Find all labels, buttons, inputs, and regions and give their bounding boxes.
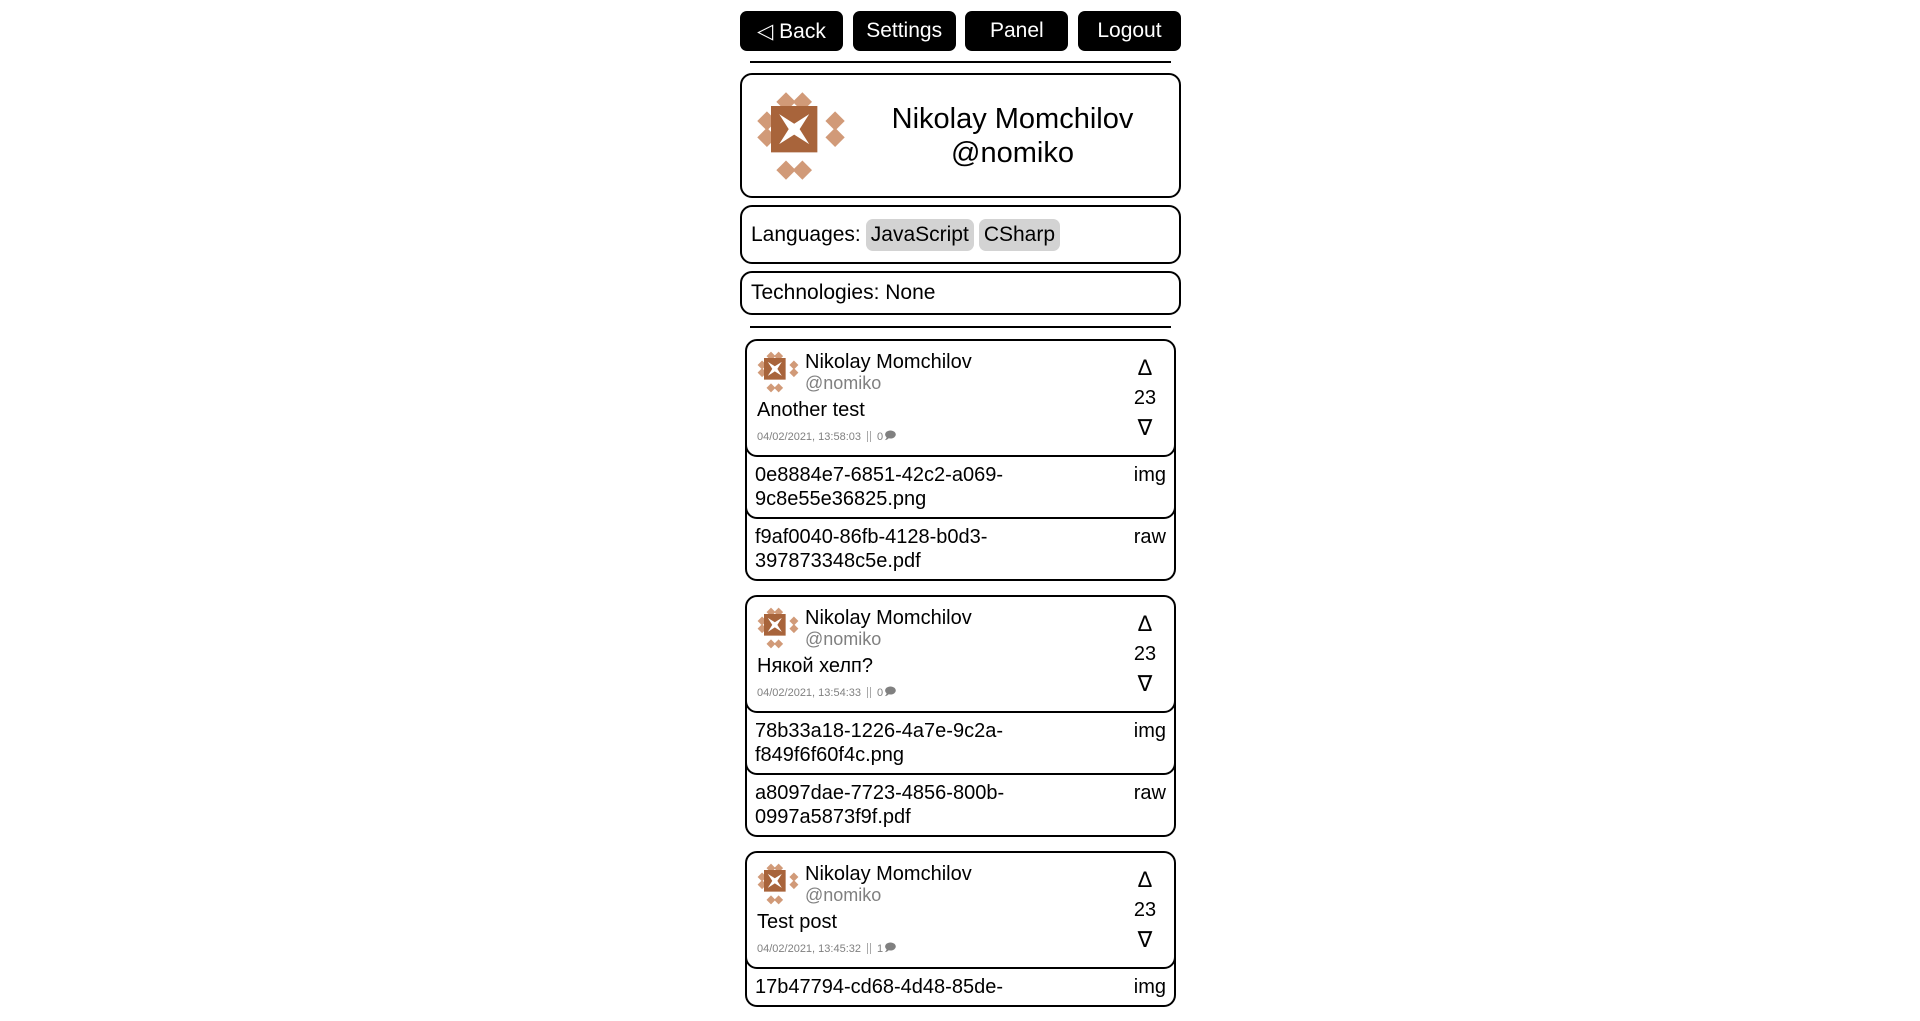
post-header[interactable]	[745, 339, 1176, 457]
profile-name: Nikolay Momchilov	[891, 102, 1134, 135]
attachment-name[interactable]: a8097dae-7723-4856-800b-0997a5873f9f.pdf	[755, 782, 1005, 828]
vote-count: 23	[1133, 387, 1157, 409]
profile-page	[740, 0, 1181, 1021]
technologies-label: Technologies: None	[751, 281, 936, 304]
attachment-type: raw	[1133, 782, 1166, 804]
comment-icon: 🗩	[884, 686, 897, 698]
post-handle: @nomiko	[805, 629, 882, 649]
post-header[interactable]	[745, 851, 1176, 969]
post-avatar	[757, 351, 799, 393]
comment-count: 1	[876, 942, 884, 955]
panel-button[interactable]: Panel	[965, 11, 1068, 51]
post-card	[745, 851, 1176, 1007]
post-avatar	[757, 863, 799, 905]
post-card	[745, 595, 1176, 837]
post-content: Another test	[757, 399, 865, 421]
post-content: Test post	[757, 911, 838, 933]
vote-count: 23	[1133, 643, 1157, 665]
technologies-row	[740, 271, 1181, 315]
post-card	[745, 339, 1176, 581]
downvote-button[interactable]: ∇	[1137, 671, 1153, 696]
logout-button[interactable]: Logout	[1078, 11, 1181, 51]
post-handle: @nomiko	[805, 373, 882, 393]
upvote-button[interactable]: Δ	[1137, 867, 1153, 892]
attachment-type: raw	[1133, 526, 1166, 548]
post-list	[740, 339, 1181, 1021]
vote-count: 23	[1133, 899, 1157, 921]
post-avatar	[757, 607, 799, 649]
comment-icon: 🗩	[884, 430, 897, 442]
attachment-type: img	[1133, 720, 1166, 742]
divider	[750, 326, 1171, 328]
settings-button[interactable]: Settings	[853, 11, 956, 51]
upvote-button[interactable]: Δ	[1137, 611, 1153, 636]
post-date: 04/02/2021, 13:58:03	[757, 430, 861, 443]
back-button[interactable]: ◁ Back	[740, 11, 843, 51]
post-author: Nikolay Momchilov	[805, 607, 972, 629]
downvote-button[interactable]: ∇	[1137, 415, 1153, 440]
languages-label: Languages:	[751, 222, 861, 246]
language-chip: JavaScript	[866, 219, 974, 251]
separator	[867, 687, 871, 698]
post-author: Nikolay Momchilov	[805, 351, 972, 373]
comment-icon: 🗩	[884, 942, 897, 954]
profile-handle: @nomiko	[951, 136, 1074, 169]
attachment-name[interactable]: 17b47794-cd68-4d48-85de-	[755, 976, 1003, 998]
profile-card	[740, 73, 1181, 198]
downvote-button[interactable]: ∇	[1137, 927, 1153, 952]
attachment-name[interactable]: 78b33a18-1226-4a7e-9c2a-f849f6f60f4c.png	[755, 720, 1003, 766]
attachment-name[interactable]: f9af0040-86fb-4128-b0d3-397873348c5e.pdf	[755, 526, 988, 572]
comment-count: 0	[876, 430, 884, 443]
post-handle: @nomiko	[805, 885, 882, 905]
post-header[interactable]	[745, 595, 1176, 713]
attachment-type: img	[1133, 976, 1166, 998]
post-content: Някой хелп?	[757, 655, 873, 677]
upvote-button[interactable]: Δ	[1137, 355, 1153, 380]
post-date: 04/02/2021, 13:54:33	[757, 686, 861, 699]
post-author: Nikolay Momchilov	[805, 863, 972, 885]
divider	[750, 61, 1171, 63]
separator	[867, 431, 871, 442]
attachment-name[interactable]: 0e8884e7-6851-42c2-a069-9c8e55e36825.png	[755, 464, 1003, 510]
comment-count: 0	[876, 686, 884, 699]
top-nav	[740, 11, 1181, 51]
language-chip: CSharp	[979, 219, 1060, 251]
post-date: 04/02/2021, 13:45:32	[757, 942, 861, 955]
attachment-type: img	[1133, 464, 1166, 486]
languages-row	[740, 205, 1181, 264]
avatar	[756, 91, 846, 181]
separator	[867, 943, 871, 954]
